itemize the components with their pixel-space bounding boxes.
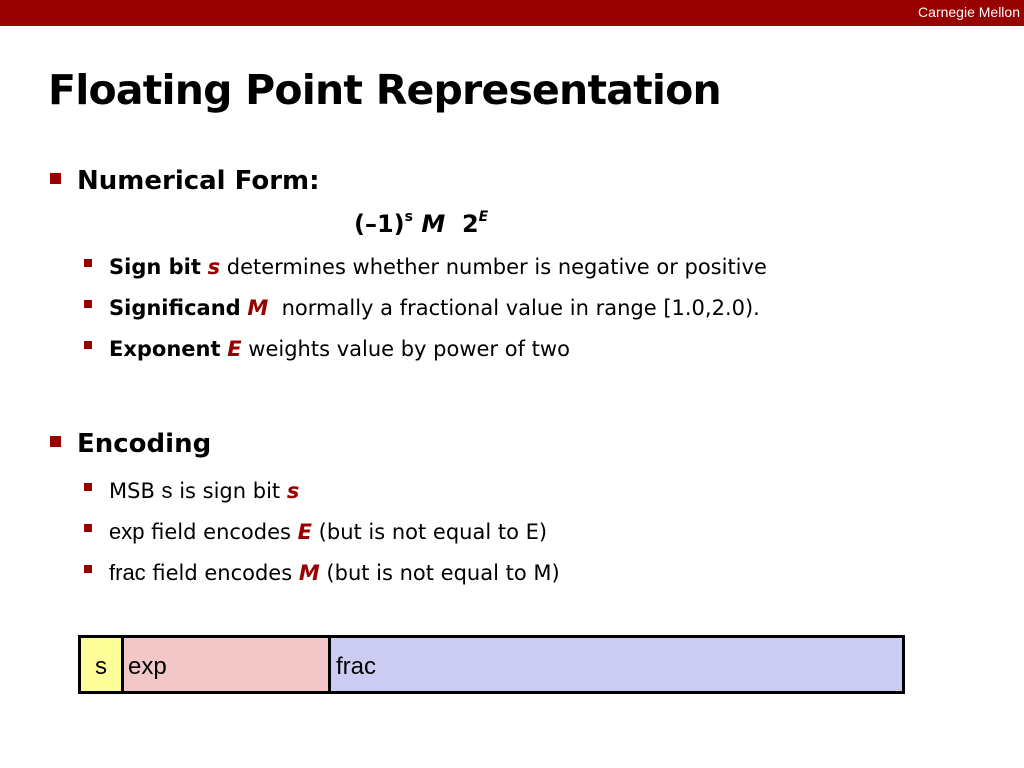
- item-suffix: (but is not equal to M): [319, 561, 560, 585]
- slide-title: Floating Point Representation: [48, 66, 721, 114]
- square-bullet-icon: [84, 341, 92, 349]
- item-text: is sign bit: [172, 479, 287, 503]
- section-numerical-form: [50, 166, 320, 196]
- list-item: [84, 560, 560, 586]
- item-term: Exponent: [109, 337, 221, 361]
- square-bullet-icon: [50, 436, 61, 447]
- item-text: field encodes: [144, 520, 298, 544]
- formula-significand: M: [421, 210, 446, 238]
- formula-two: 2: [461, 210, 479, 238]
- encoding-diagram: [78, 635, 905, 694]
- item-code: s: [161, 478, 173, 503]
- formula: [354, 210, 488, 238]
- brand-label: Carnegie Mellon: [918, 4, 1020, 20]
- item-text: normally a fractional value in range [1.0,2.0).: [268, 296, 760, 320]
- item-variable: E: [227, 337, 242, 361]
- item-variable: M: [247, 296, 269, 320]
- item-prefix: MSB: [109, 479, 162, 503]
- item-variable: s: [207, 255, 221, 279]
- item-text: determines whether number is negative or positive: [220, 255, 767, 279]
- field-frac: frac: [331, 638, 902, 691]
- formula-base: (–1): [354, 210, 405, 238]
- item-text: weights value by power of two: [241, 337, 570, 361]
- section-heading: Numerical Form:: [77, 166, 320, 196]
- square-bullet-icon: [84, 565, 92, 573]
- formula-sign-exponent: s: [404, 209, 413, 225]
- item-term: Significand: [109, 296, 241, 320]
- field-s: s: [81, 638, 124, 691]
- formula-exponent: E: [478, 209, 489, 225]
- item-variable: M: [298, 561, 320, 585]
- item-code: exp: [109, 519, 145, 544]
- square-bullet-icon: [50, 173, 61, 184]
- list-item: [84, 296, 760, 320]
- item-suffix: (but is not equal to E): [312, 520, 548, 544]
- item-code: frac: [109, 560, 146, 585]
- square-bullet-icon: [84, 259, 92, 267]
- header-bar: [0, 0, 1024, 26]
- square-bullet-icon: [84, 300, 92, 308]
- item-variable: s: [286, 479, 300, 503]
- list-item: [84, 478, 299, 504]
- item-term: Sign bit: [109, 255, 201, 279]
- list-item: [84, 337, 570, 361]
- list-item: [84, 519, 547, 545]
- square-bullet-icon: [84, 524, 92, 532]
- item-variable: E: [297, 520, 312, 544]
- list-item: [84, 255, 767, 279]
- item-text: field encodes: [145, 561, 299, 585]
- field-exp: exp: [124, 638, 331, 691]
- section-encoding: [50, 429, 211, 459]
- square-bullet-icon: [84, 483, 92, 491]
- section-heading: Encoding: [77, 429, 212, 459]
